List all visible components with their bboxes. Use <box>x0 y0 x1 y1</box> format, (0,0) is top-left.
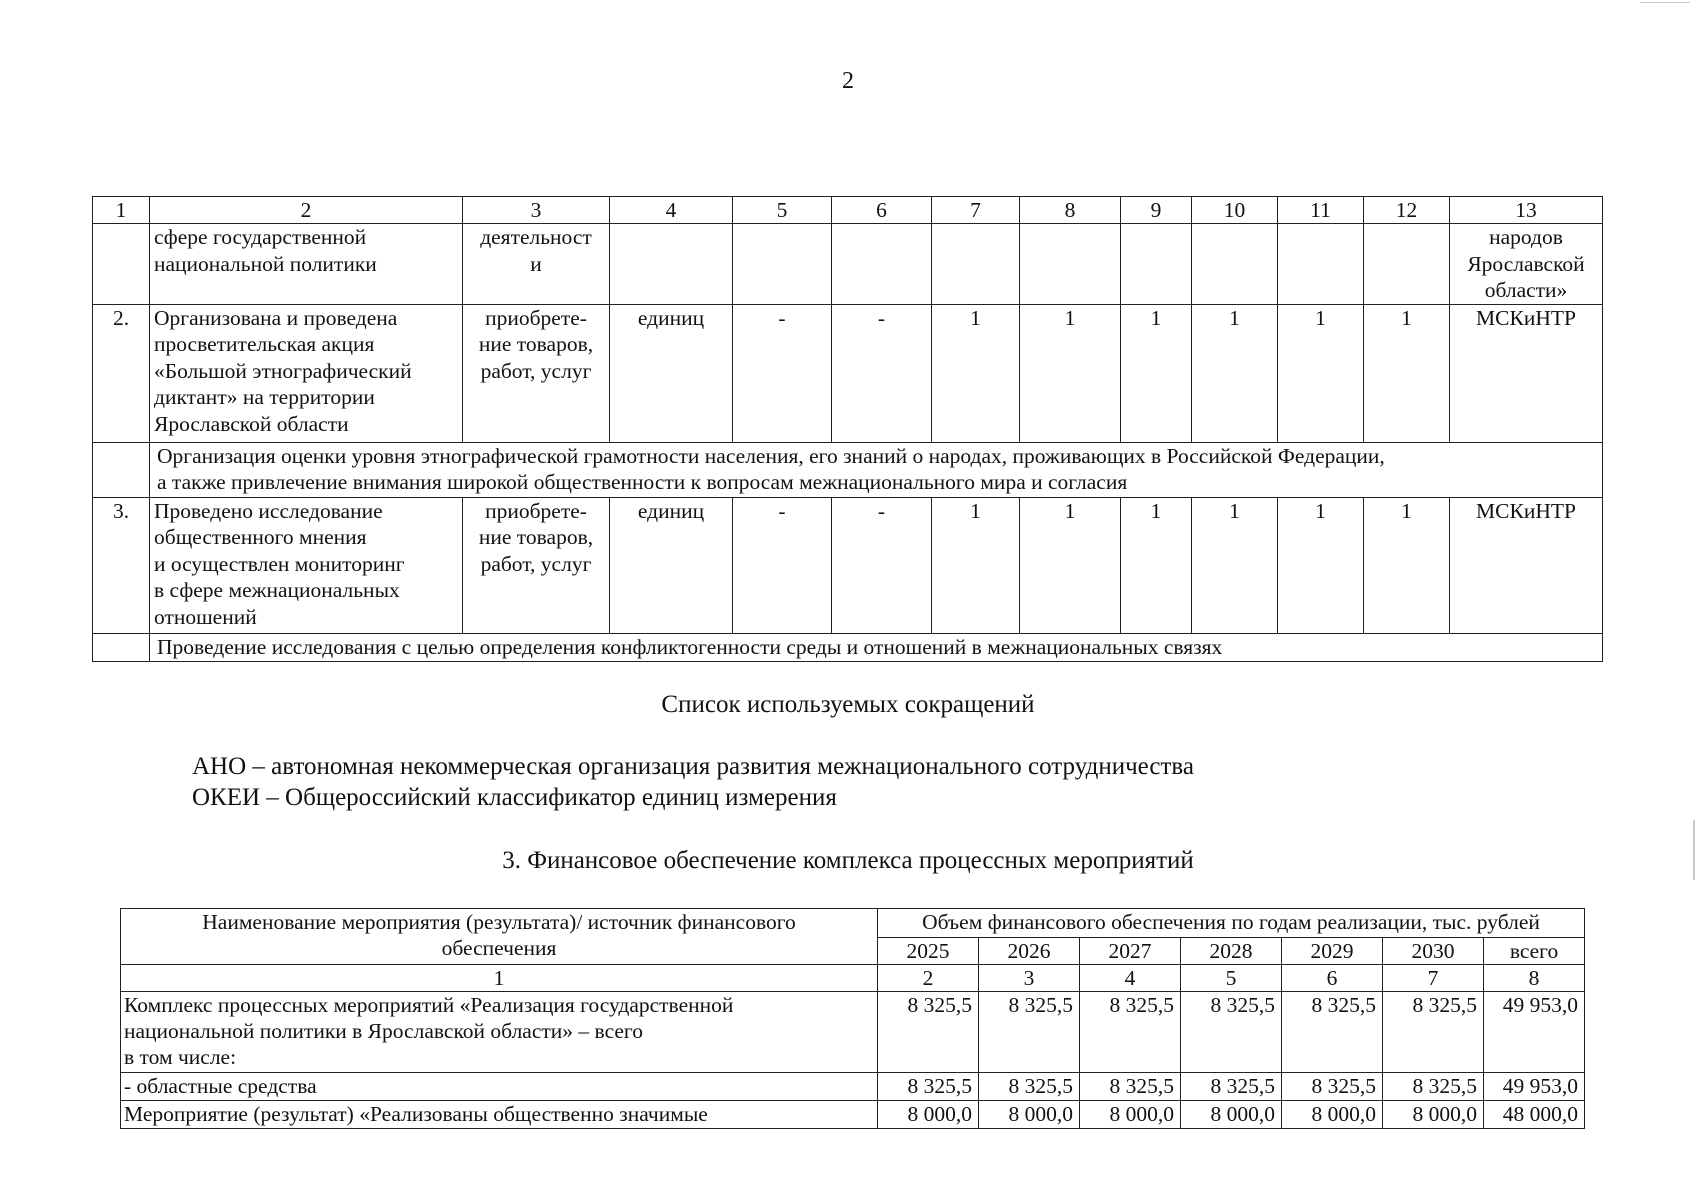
column-number: 8 <box>1484 965 1585 992</box>
amount-cell: 8 325,5 <box>878 992 979 1073</box>
amount-cell: 49 953,0 <box>1484 1073 1585 1101</box>
amount-cell: 8 325,5 <box>1282 992 1383 1073</box>
amount-cell: 8 325,5 <box>1181 992 1282 1073</box>
volume-header: Объем финансового обеспечения по годам реализации, тыс. рублей <box>878 909 1585 938</box>
activity-name: - областные средства <box>121 1073 878 1101</box>
table-row <box>121 1073 1585 1101</box>
amount-cell: 8 325,5 <box>1383 992 1484 1073</box>
row-number <box>93 224 150 305</box>
value-cell <box>832 224 932 305</box>
column-number: 8 <box>1020 197 1121 224</box>
column-number: 11 <box>1278 197 1364 224</box>
value-cell: 1 <box>1121 304 1192 442</box>
value-cell <box>1192 224 1278 305</box>
column-number: 9 <box>1121 197 1192 224</box>
value-cell: 1 <box>1121 497 1192 633</box>
column-number: 1 <box>121 965 878 992</box>
value-cell: 1 <box>1278 497 1364 633</box>
amount-cell: 49 953,0 <box>1484 992 1585 1073</box>
column-number: 2 <box>150 197 463 224</box>
result-type: деятельност и <box>463 224 610 305</box>
amount-cell: 8 325,5 <box>1282 1073 1383 1101</box>
value-cell: 1 <box>1364 304 1450 442</box>
result-name: Проведено исследование общественного мнения и осуществлен мониторинг в сфере межнациональных отношений <box>150 497 463 633</box>
amount-cell: 8 325,5 <box>979 992 1080 1073</box>
value-cell: 1 <box>932 304 1020 442</box>
responsible: МСКиНТР <box>1450 497 1603 633</box>
amount-cell: 8 000,0 <box>1282 1101 1383 1129</box>
value-cell: 1 <box>1192 497 1278 633</box>
amount-cell: 8 325,5 <box>1181 1073 1282 1101</box>
section-title: 3. Финансовое обеспечение комплекса процессных мероприятий <box>502 847 1194 874</box>
responsible: народов Ярославской области» <box>1450 224 1603 305</box>
column-number: 10 <box>1192 197 1278 224</box>
amount-cell: 8 000,0 <box>878 1101 979 1129</box>
result-note: Организация оценки уровня этнографической грамотности населения, его знаний о народах, проживающих в Российской Федерации, а также привлечение внимания широкой общественности к вопросам межнационального мира и согласия <box>150 442 1603 497</box>
table-row <box>93 224 1603 305</box>
row-number: 3. <box>93 497 150 633</box>
year-header: 2027 <box>1080 938 1181 965</box>
activity-name: Мероприятие (результат) «Реализованы общественно значимые <box>121 1101 878 1129</box>
column-number: 2 <box>878 965 979 992</box>
value-cell: - <box>832 304 932 442</box>
row-number-spacer <box>93 442 150 497</box>
column-number: 3 <box>463 197 610 224</box>
header-row <box>121 909 1585 938</box>
unit: единиц <box>610 304 733 442</box>
amount-cell: 8 000,0 <box>979 1101 1080 1129</box>
table-row <box>93 304 1603 442</box>
scan-mark <box>1640 2 1690 3</box>
value-cell: - <box>733 497 832 633</box>
column-number: 5 <box>1181 965 1282 992</box>
table-row <box>121 1101 1585 1129</box>
amount-cell: 8 000,0 <box>1383 1101 1484 1129</box>
column-number: 7 <box>1383 965 1484 992</box>
abbreviations-title: Список используемых сокращений <box>661 691 1035 718</box>
unit <box>610 224 733 305</box>
activity-name: Комплекс процессных мероприятий «Реализация государственной национальной политики в Ярославской области» – всего в том числе: <box>121 992 878 1073</box>
page-number: 2 <box>842 68 854 94</box>
value-cell: 1 <box>1192 304 1278 442</box>
column-number: 4 <box>610 197 733 224</box>
amount-cell: 48 000,0 <box>1484 1101 1585 1129</box>
responsible: МСКиНТР <box>1450 304 1603 442</box>
column-number-row <box>121 965 1585 992</box>
value-cell: 1 <box>1278 304 1364 442</box>
year-header: 2029 <box>1282 938 1383 965</box>
column-number: 3 <box>979 965 1080 992</box>
column-number: 5 <box>733 197 832 224</box>
amount-cell: 8 325,5 <box>1383 1073 1484 1101</box>
note-row <box>93 633 1603 661</box>
total-header: всего <box>1484 938 1585 965</box>
column-number: 6 <box>1282 965 1383 992</box>
year-header: 2026 <box>979 938 1080 965</box>
result-name: Организована и проведена просветительская акция «Большой этнографический диктант» на территории Ярославской области <box>150 304 463 442</box>
column-number: 4 <box>1080 965 1181 992</box>
result-type: приобрете- ние товаров, работ, услуг <box>463 497 610 633</box>
column-number: 1 <box>93 197 150 224</box>
result-name: сфере государственной национальной политики <box>150 224 463 305</box>
row-number-spacer <box>93 633 150 661</box>
value-cell <box>1121 224 1192 305</box>
year-header: 2025 <box>878 938 979 965</box>
value-cell <box>1364 224 1450 305</box>
table-row <box>121 992 1585 1073</box>
abbreviation-item: ОКЕИ – Общероссийский классификатор единиц измерения <box>192 784 837 811</box>
year-header: 2030 <box>1383 938 1484 965</box>
amount-cell: 8 325,5 <box>979 1073 1080 1101</box>
column-number-row <box>93 197 1603 224</box>
value-cell: 1 <box>1020 304 1121 442</box>
name-header: Наименование мероприятия (результата)/ источник финансового обеспечения <box>121 909 878 965</box>
value-cell <box>1020 224 1121 305</box>
value-cell: - <box>832 497 932 633</box>
value-cell <box>1278 224 1364 305</box>
result-type: приобрете- ние товаров, работ, услуг <box>463 304 610 442</box>
value-cell: 1 <box>932 497 1020 633</box>
row-number: 2. <box>93 304 150 442</box>
amount-cell: 8 000,0 <box>1080 1101 1181 1129</box>
table-row <box>93 497 1603 633</box>
amount-cell: 8 325,5 <box>1080 992 1181 1073</box>
column-number: 7 <box>932 197 1020 224</box>
value-cell: - <box>733 304 832 442</box>
results-table <box>92 196 1603 662</box>
abbreviation-item: АНО – автономная некоммерческая организация развития межнационального сотрудничества <box>192 753 1194 780</box>
amount-cell: 8 325,5 <box>1080 1073 1181 1101</box>
value-cell: 1 <box>1020 497 1121 633</box>
column-number: 13 <box>1450 197 1603 224</box>
value-cell <box>733 224 832 305</box>
financing-table <box>120 908 1585 1129</box>
amount-cell: 8 000,0 <box>1181 1101 1282 1129</box>
column-number: 12 <box>1364 197 1450 224</box>
year-header: 2028 <box>1181 938 1282 965</box>
value-cell: 1 <box>1364 497 1450 633</box>
column-number: 6 <box>832 197 932 224</box>
value-cell <box>932 224 1020 305</box>
note-row <box>93 442 1603 497</box>
result-note: Проведение исследования с целью определения конфликтогенности среды и отношений в межнациональных связях <box>150 633 1603 661</box>
amount-cell: 8 325,5 <box>878 1073 979 1101</box>
unit: единиц <box>610 497 733 633</box>
